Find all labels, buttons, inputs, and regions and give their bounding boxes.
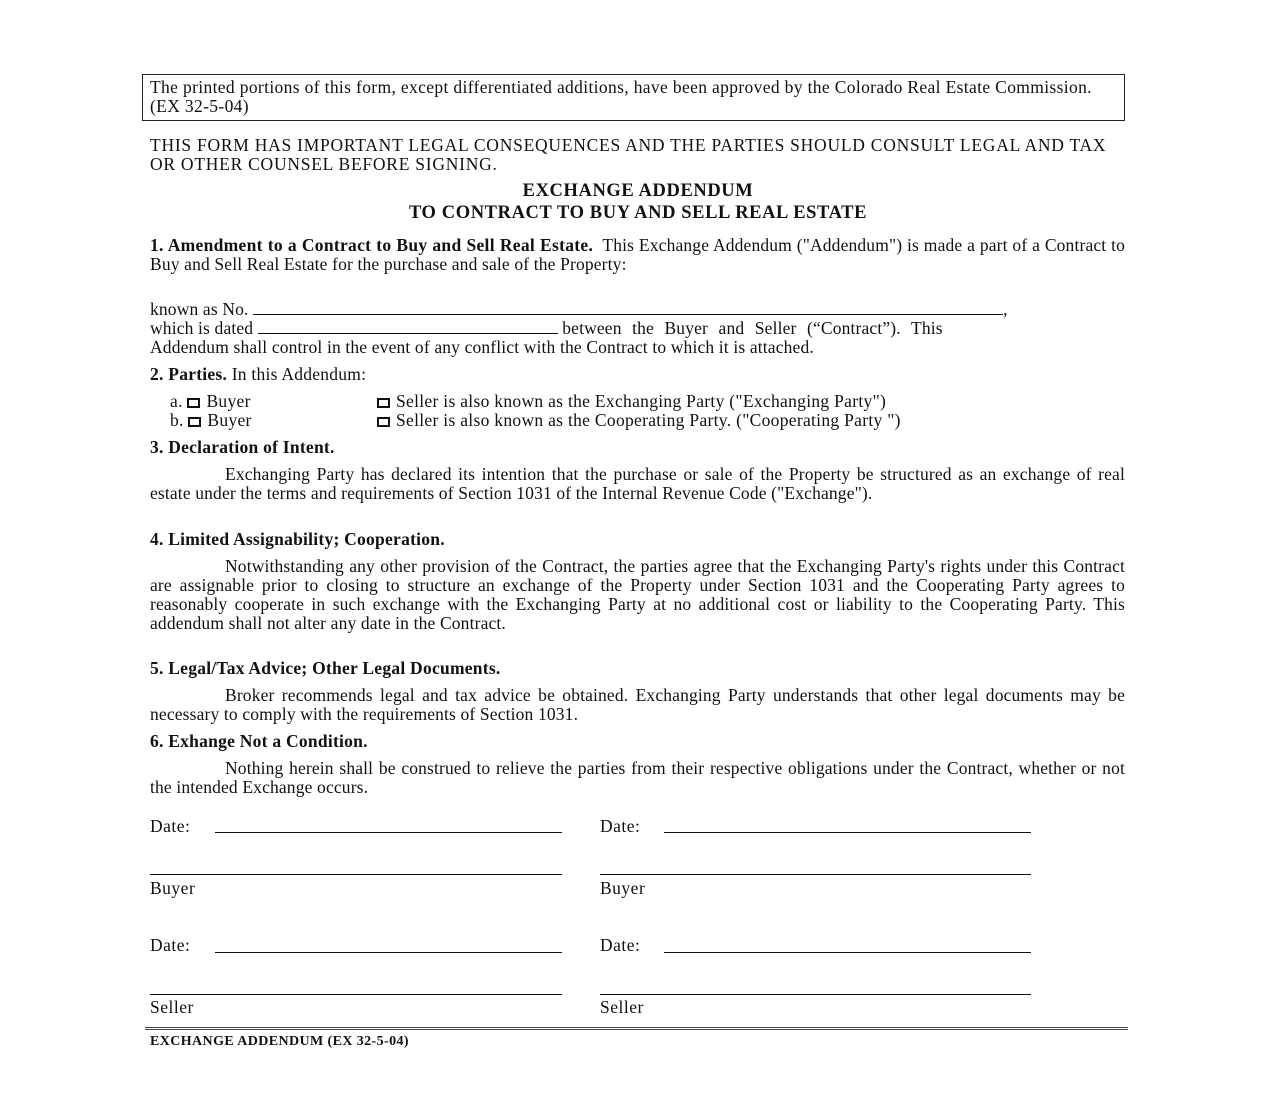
seller-1-date-label: Date: [150, 935, 191, 955]
section-2-text: In this Addendum: [231, 364, 367, 384]
seller-1-date-field[interactable] [215, 952, 562, 953]
section-5-text: Broker recommends legal and tax advice be obtained. Exchanging Party understands that other legal documents may be necessary to comply with the requirements of Section 1031. [150, 685, 1125, 724]
section-5-heading [150, 659, 501, 678]
contract-date-field[interactable] [258, 319, 558, 334]
dated-tail: between the Buyer and Seller (“Contract”). This [562, 318, 943, 338]
approval-notice-text: The printed portions of this form, except differentiated additions, have been approved by the Colorado Real Estate Commission. (EX 32-5-04) [150, 77, 1092, 116]
buyer-2-date-field[interactable] [664, 832, 1031, 833]
legal-warning: THIS FORM HAS IMPORTANT LEGAL CONSEQUENCES AND THE PARTIES SHOULD CONSULT LEGAL AND TAX OR OTHER COUNSEL BEFORE SIGNING. [150, 135, 1107, 174]
seller-2-label: Seller [600, 997, 644, 1017]
seller-1-signature-line[interactable] [150, 994, 562, 995]
seller-1-label: Seller [150, 997, 194, 1017]
section-1-intro [150, 236, 1125, 274]
property-address-field[interactable] [253, 300, 1003, 315]
section-1-heading: 1. Amendment to a Contract to Buy and Sell Real Estate. [150, 235, 594, 255]
party-b-seller-checkbox[interactable] [377, 417, 390, 427]
section-4-heading [150, 530, 445, 549]
seller-2-date-label: Date: [600, 935, 641, 955]
buyer-1-signature-line[interactable] [150, 874, 562, 875]
party-a-buyer-label: Buyer [206, 391, 251, 411]
party-a-seller-option[interactable] [377, 392, 886, 411]
party-b-seller-option[interactable] [377, 411, 901, 430]
buyer-2-label: Buyer [600, 878, 646, 898]
section-6-text: Nothing herein shall be construed to relieve the parties from their respective obligations under the Contract, whether or not the intended Exchange occurs. [150, 758, 1125, 797]
section-4-heading-text: 4. Limited Assignability; Cooperation. [150, 529, 445, 549]
party-b-seller-label: Seller is also known as the Cooperating Party. ("Cooperating Party ") [396, 410, 901, 430]
party-a-buyer-option[interactable] [170, 392, 251, 411]
party-a-buyer-checkbox[interactable] [187, 398, 200, 408]
buyer-1-label: Buyer [150, 878, 196, 898]
document-title [150, 180, 1126, 224]
form-footer: EXCHANGE ADDENDUM (EX 32-5-04) [150, 1034, 409, 1049]
section-4-text: Notwithstanding any other provision of the Contract, the parties agree that the Exchanging Party's rights under this Contract are assignable prior to closing to structure an exchange of the Property under Section 1031 and the Cooperating Party agrees to reasonably cooperate in such exchange with the Exchanging Party at no additional cost or liability to the Cooperating Party. This addendum shall not alter any date in the Contract. [150, 556, 1125, 633]
section-3-heading [150, 438, 335, 457]
section-5-heading-text: 5. Legal/Tax Advice; Other Legal Documents. [150, 658, 501, 678]
party-b-buyer-option[interactable] [170, 411, 252, 430]
title-line-2: TO CONTRACT TO BUY AND SELL REAL ESTATE [408, 203, 868, 223]
known-as-row: known as No. , [150, 299, 1008, 319]
section-2-heading: 2. Parties. [150, 364, 228, 384]
section-1-closing: Addendum shall control in the event of any conflict with the Contract to which it is attached. [150, 337, 814, 357]
dated-row [150, 319, 1125, 338]
section-6-heading-text: 6. Exhange Not a Condition. [150, 731, 368, 751]
seller-2-signature-line[interactable] [600, 994, 1031, 995]
party-b-buyer-label: Buyer [207, 410, 252, 430]
buyer-2-date-label: Date: [600, 816, 641, 836]
buyer-1-date-field[interactable] [215, 832, 562, 833]
section-2-heading-row [150, 365, 366, 384]
approval-notice-box [142, 74, 1125, 121]
seller-2-date-field[interactable] [664, 952, 1031, 953]
party-a-seller-label: Seller is also known as the Exchanging Party ("Exchanging Party") [396, 391, 887, 411]
party-b-buyer-checkbox[interactable] [188, 417, 201, 427]
section-1-text: This Exchange Addendum ("Addendum") is made a part of a Contract to Buy and Sell Real Estate for the purchase and sale of the Property: [150, 235, 1125, 274]
known-as-label: known as No. [150, 299, 249, 319]
party-b-prefix: b. [170, 410, 184, 430]
section-3-heading-text: 3. Declaration of Intent. [150, 437, 335, 457]
buyer-1-date-label: Date: [150, 816, 191, 836]
footer-divider [145, 1027, 1128, 1030]
party-a-prefix: a. [170, 391, 183, 411]
section-6-heading [150, 732, 368, 751]
party-a-seller-checkbox[interactable] [377, 398, 390, 408]
buyer-2-signature-line[interactable] [600, 874, 1031, 875]
dated-label: which is dated [150, 318, 254, 338]
section-3-text: Exchanging Party has declared its intention that the purchase or sale of the Property be structured as an exchange of real estate under the terms and requirements of Section 1031 of the Internal Revenue Code ("Exchange"). [150, 464, 1125, 503]
title-line-1: EXCHANGE ADDENDUM [522, 181, 754, 201]
